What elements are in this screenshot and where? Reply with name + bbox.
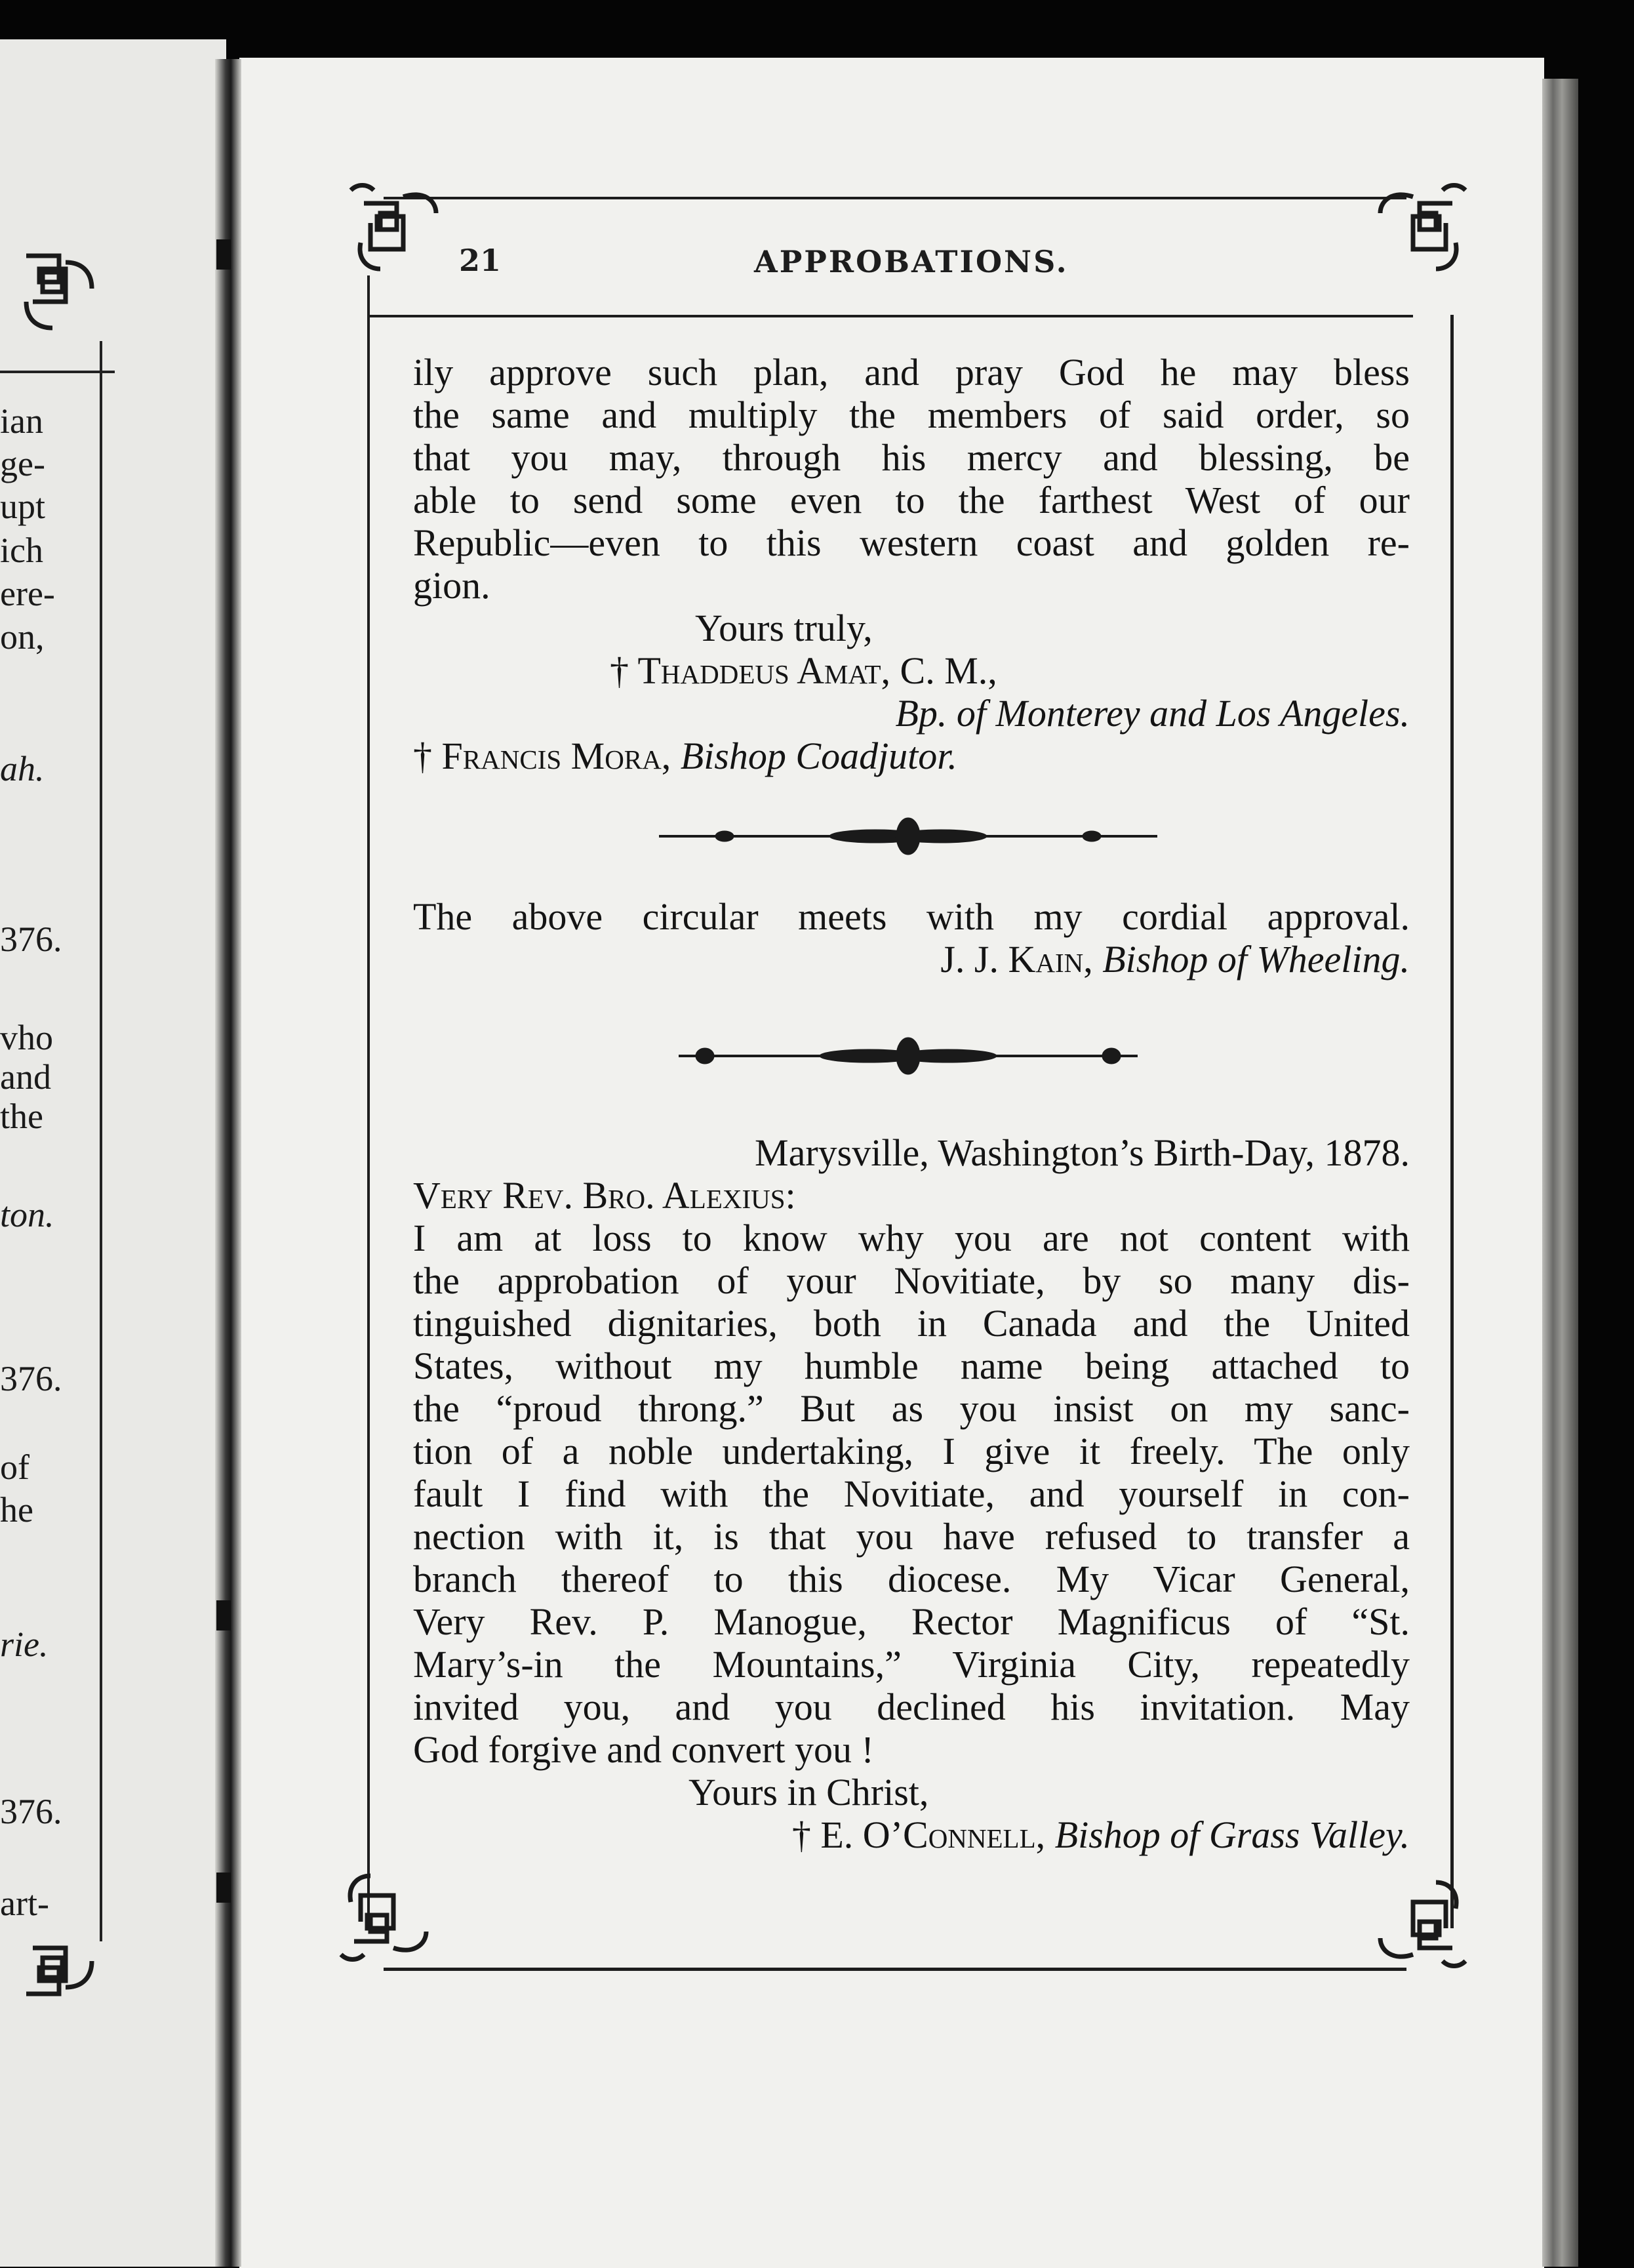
left-page-frame-line xyxy=(100,341,102,1941)
book-spine xyxy=(215,59,241,2267)
body-line: fault I find with the Novitiate, and yourself in con- xyxy=(413,1472,1410,1515)
signature-name: † Francis Mora, xyxy=(413,735,671,777)
body-line: branch thereof to this diocese. My Vicar General, xyxy=(413,1558,1410,1600)
salutation: Very Rev. Bro. Alexius: xyxy=(413,1174,796,1217)
left-page-fragment: vho xyxy=(0,1018,53,1057)
signature-title: Bishop of Grass Valley. xyxy=(1054,1813,1410,1856)
frame-left-rule xyxy=(367,275,370,1915)
header-rule xyxy=(367,315,1413,317)
letter-oconnell-body xyxy=(413,1217,1410,1728)
letter-amat xyxy=(413,351,1410,777)
left-page-fragment: of xyxy=(0,1448,30,1487)
body-line: that you may, through his mercy and blessing, be xyxy=(413,436,1410,479)
left-page-fragment: ich xyxy=(0,531,43,570)
body-line: the “proud throng.” But as you insist on my sanc- xyxy=(413,1387,1410,1430)
body-line: ily approve such plan, and pray God he may bless xyxy=(413,351,1410,394)
spine-tab xyxy=(216,239,231,270)
body-line: The above circular meets with my cordial approval. xyxy=(413,895,1410,938)
running-head xyxy=(459,243,1390,289)
left-corner-ornament xyxy=(13,1909,111,2007)
left-page-fragment: the xyxy=(0,1097,43,1136)
left-page-fragment: on, xyxy=(0,617,45,657)
body-line: tion of a noble undertaking, I give it freely. The only xyxy=(413,1430,1410,1472)
frame-top-rule xyxy=(384,197,1406,199)
signature-name: † Thaddeus Amat, C. M., xyxy=(610,649,997,692)
closing-yours-in-christ: Yours in Christ, xyxy=(688,1771,929,1813)
spine-tab xyxy=(216,1600,231,1630)
left-page-fragment: 376. xyxy=(0,1792,62,1831)
frame-right-rule xyxy=(1450,315,1454,1928)
body-line: the same and multiply the members of said order, so xyxy=(413,394,1410,436)
signature-mora xyxy=(413,735,1410,777)
corner-ornament-bottom-right xyxy=(1374,1876,1472,1974)
body-line: gion. xyxy=(413,564,490,607)
section-divider-ornament xyxy=(659,817,1157,856)
section-divider-ornament xyxy=(679,1036,1138,1076)
left-page-fragment: and xyxy=(0,1057,51,1097)
left-page-fragment: ah. xyxy=(0,749,45,788)
left-page-fragment: rie. xyxy=(0,1625,49,1664)
left-page-fragment: ton. xyxy=(0,1195,54,1234)
body-line: States, without my humble name being attached to xyxy=(413,1345,1410,1387)
signature-amat xyxy=(413,649,1410,692)
letter-oconnell xyxy=(413,1131,1410,1856)
body-line: Mary’s-in the Mountains,” Virginia City, repeatedly xyxy=(413,1643,1410,1686)
signature-name: J. J. Kain, xyxy=(940,938,1093,981)
signature-title: Bishop of Wheeling. xyxy=(1102,938,1410,981)
body-line: the approbation of your Novitiate, by so many dis- xyxy=(413,1259,1410,1302)
left-corner-ornament xyxy=(13,243,111,341)
left-page-fragment: upt xyxy=(0,487,46,526)
body-line: I am at loss to know why you are not content with xyxy=(413,1217,1410,1259)
corner-ornament-bottom-left xyxy=(334,1869,433,1968)
body-line: God forgive and convert you ! xyxy=(413,1728,874,1771)
letter-amat-body xyxy=(413,351,1410,564)
closing-yours-truly: Yours truly, xyxy=(695,607,873,649)
signature-kain xyxy=(413,938,1410,981)
left-page-fragment: he xyxy=(0,1490,33,1529)
approval-kain xyxy=(413,895,1410,981)
body-line: Very Rev. P. Manogue, Rector Magnificus of “St. xyxy=(413,1600,1410,1643)
frame-bottom-rule xyxy=(384,1968,1406,1971)
signature-oconnell xyxy=(413,1813,1410,1856)
left-page-fragment: ge- xyxy=(0,444,45,483)
body-line: tinguished dignitaries, both in Canada and the United xyxy=(413,1302,1410,1345)
left-page-fragment: 376. xyxy=(0,920,62,959)
body-line: able to send some even to the farthest West of our xyxy=(413,479,1410,521)
left-page-fragment: ian xyxy=(0,401,43,441)
left-page-fragment: ere- xyxy=(0,574,55,613)
left-page-fragment: art- xyxy=(0,1884,49,1923)
dateline: Marysville, Washington’s Birth-Day, 1878. xyxy=(755,1131,1410,1174)
body-line: nection with it, is that you have refused to transfer a xyxy=(413,1515,1410,1558)
left-page-rule xyxy=(0,371,115,373)
spine-tab xyxy=(216,1873,231,1903)
left-page-fragment: 376. xyxy=(0,1359,62,1398)
signature-name: † E. O’Connell, xyxy=(791,1813,1046,1856)
corner-ornament-top-left xyxy=(344,177,443,275)
page-edge xyxy=(1542,79,1578,2267)
running-head-title: APPROBATIONS. xyxy=(754,244,1069,279)
body-line: Republic—even to this western coast and golden re- xyxy=(413,521,1410,564)
signature-title: Bishop Coadjutor. xyxy=(680,735,957,777)
signature-amat-title: Bp. of Monterey and Los Angeles. xyxy=(895,692,1410,735)
body-line: invited you, and you declined his invitation. May xyxy=(413,1686,1410,1728)
page-number: 21 xyxy=(459,243,502,278)
